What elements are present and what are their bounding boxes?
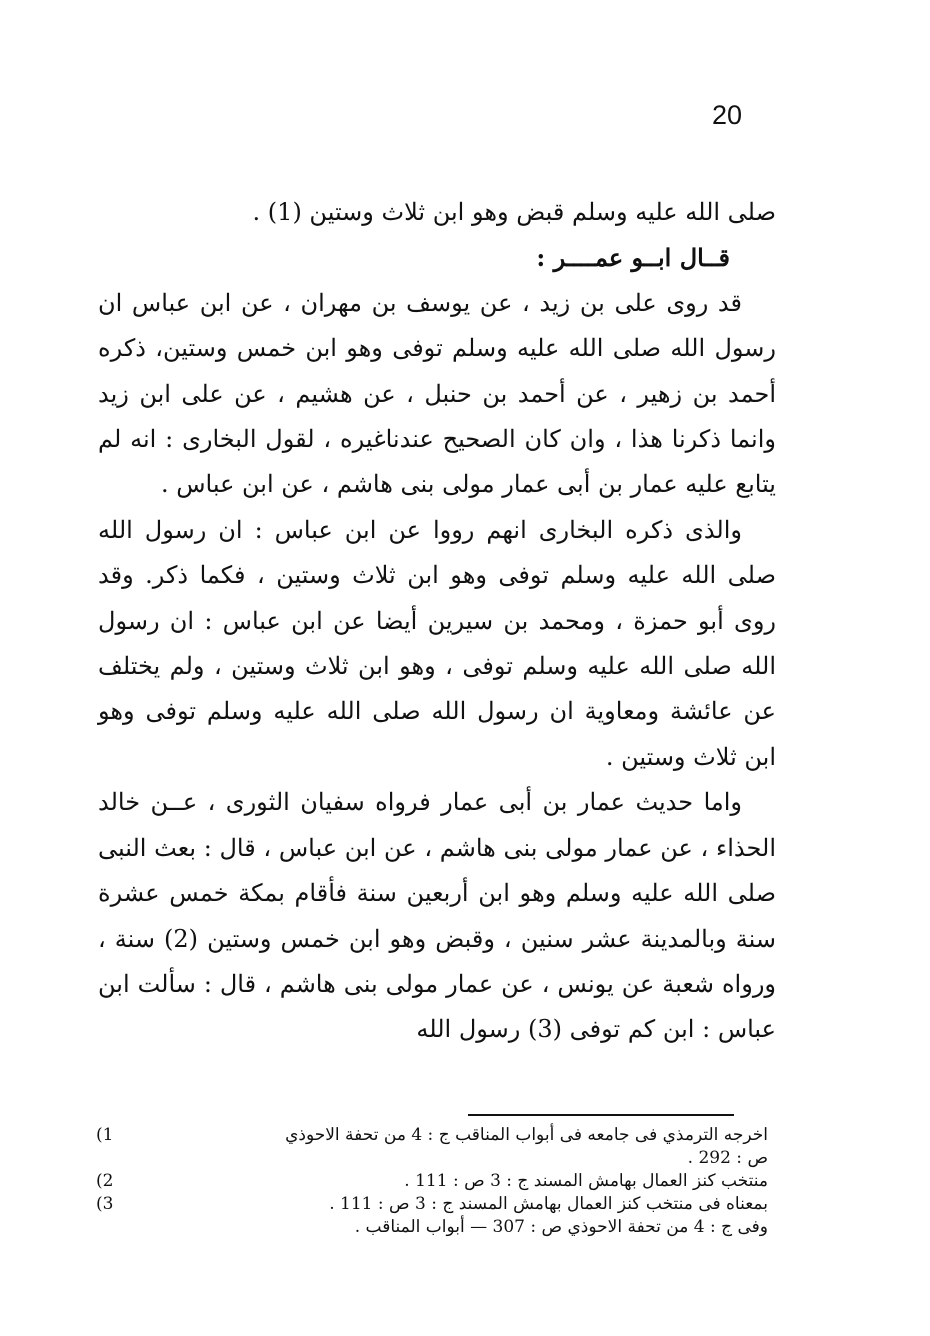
body-text <box>98 190 776 1053</box>
paragraph: والذى ذكره البخارى انهم رووا عن ابن عباس : ان رسول الله صلى الله عليه وسلم توفى وهو ابن ثلاث وستين ، فكما ذكر. وقد روى أبو حمزة ، ومحمد بن سيرين أيضا عن ابن عباس : ان رسول الله صلى الله عليه وسلم توفى ، وهو ابن ثلاث وستين ، ولم يختلف عن عائشة ومعاوية ان رسول الله صلى الله عليه وسلم توفى وهو ابن ثلاث وستين . <box>98 515 776 771</box>
footnote-separator <box>468 1114 734 1116</box>
footnote-text: منتخب كنز العمال بهامش المسند ج : 3 ص : 111 . <box>404 1171 768 1191</box>
footnotes <box>96 1124 768 1239</box>
footnote-text: وفى ج : 4 من تحفة الاحوذي ص : 307 — أبواب المناقب . <box>354 1217 768 1237</box>
footnote <box>96 1193 768 1239</box>
page-number: 20 <box>712 100 743 130</box>
footnote-number: 3) <box>96 1194 114 1214</box>
footnote <box>96 1170 768 1193</box>
footnote-text: اخرجه الترمذي فى جامعه فى أبواب المناقب ج : 4 من تحفة الاحوذي <box>285 1125 768 1145</box>
footnote-text: بمعناه فى منتخب كنز العمال بهامش المسند ج : 3 ص : 111 . <box>329 1194 768 1214</box>
footnote-number: 1) <box>96 1125 114 1145</box>
section-heading: قــال ابــو عمــــر : <box>536 243 730 273</box>
paragraph: واما حديث عمار بن أبى عمار فرواه سفيان الثورى ، عــن خالد الحذاء ، عن عمار مولى بنى هاشم ، عن ابن عباس ، قال : بعث النبى صلى الله عليه وسلم وهو ابن أربعين سنة فأقام بمكة خمس عشرة سنة وبالمدينة عشر سنين ، وقبض وهو ابن خمس وستين (2) سنة ، ورواه شعبة عن يونس ، عن عمار مولى بنى هاشم ، قال : سألت ابن عباس : ابن كم توفى (3) رسول الله <box>98 788 776 1044</box>
footnote <box>96 1124 768 1170</box>
footnote-text: ص : 292 . <box>687 1148 768 1168</box>
paragraph-continuation: صلى الله عليه وسلم قبض وهو ابن ثلاث وستين (1) . <box>252 198 776 226</box>
footnote-number: 2) <box>96 1171 114 1191</box>
paragraph: قد روى على بن زيد ، عن يوسف بن مهران ، عن ابن عباس ان رسول الله صلى الله عليه وسلم توفى وهو ابن خمس وستين، ذكره أحمد بن زهير ، عن أحمد بن حنبل ، عن هشيم ، عن على ابن زيد وانما ذكرنا هذا ، وان كان الصحيح عندناغيره ، لقول البخارى : انه لم يتابع عليه عمار بن أبى عمار مولى بنى هاشم ، عن ابن عباس . <box>98 288 776 499</box>
